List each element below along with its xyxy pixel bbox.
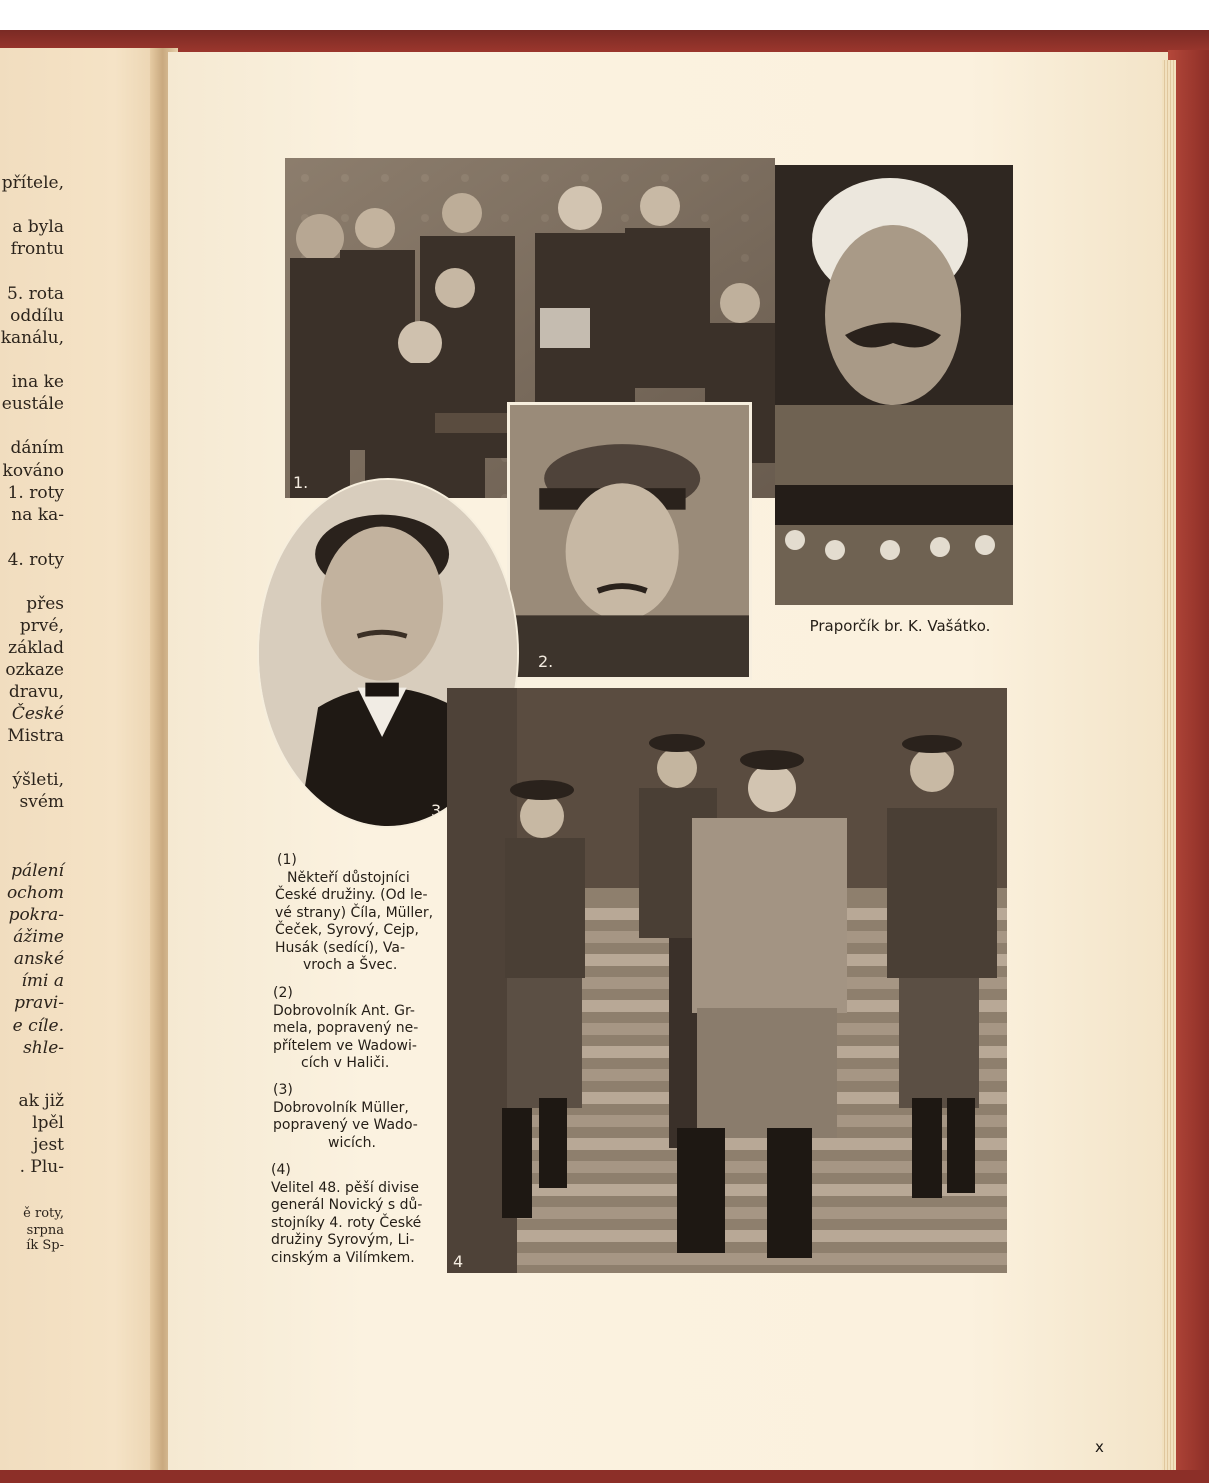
left-text-line: eustále	[1, 394, 64, 414]
caption-2-line: cích v Haliči.	[301, 1055, 390, 1071]
caption-4-number: (4)	[271, 1162, 291, 1178]
photo-3-number: 3.	[431, 801, 447, 820]
caption-1	[275, 852, 437, 975]
caption-1-line: vroch a Švec.	[303, 957, 398, 973]
page-edges	[1162, 60, 1176, 1470]
left-text-line: dáním	[10, 438, 64, 458]
photo-novicky-officers	[447, 688, 1007, 1273]
left-text-line: shle-	[23, 1038, 64, 1058]
caption-1-number: (1)	[277, 852, 297, 868]
caption-4	[271, 1162, 439, 1267]
left-text-line: ak již	[18, 1091, 64, 1111]
caption-3-line: Dobrovolník Müller,	[273, 1099, 409, 1116]
caption-1-line: Někteří důstojníci	[287, 869, 410, 886]
caption-2-line: přítelem ve Wadowi-	[273, 1037, 417, 1054]
left-text-line: ýšleti,	[12, 770, 64, 790]
left-text-line: pokra-	[8, 905, 64, 925]
left-text-line: 4. roty	[7, 550, 64, 570]
left-text-line: svém	[19, 792, 64, 812]
left-text-line: ozkaze	[5, 660, 64, 680]
left-text-line: pravi-	[14, 993, 64, 1013]
left-text-line: přítele,	[1, 173, 64, 193]
left-text-line: lpěl	[32, 1113, 64, 1133]
photo-2-number: 2.	[538, 652, 554, 671]
caption-vasatko: Praporčík br. K. Vašátko.	[809, 617, 991, 635]
caption-1-line: Husák (sedící), Va-	[275, 939, 406, 956]
caption-1-line: České družiny. (Od le-	[275, 887, 428, 903]
left-text-line: 5. rota	[7, 284, 64, 304]
caption-1-line: vé strany) Číla, Müller,	[275, 904, 434, 921]
left-text-line: kováno	[2, 461, 64, 481]
photo-4-number: 4	[453, 1252, 464, 1271]
caption-3	[273, 1082, 438, 1152]
caption-4-line: stojníky 4. roty České	[271, 1214, 422, 1231]
left-text-line: kanálu,	[0, 328, 64, 348]
left-text-line: České	[11, 704, 64, 724]
left-text-line: prvé,	[19, 616, 64, 636]
left-text-line: oddílu	[10, 306, 64, 326]
left-text-line: srpna	[26, 1223, 64, 1238]
left-text-line: dravu,	[8, 682, 64, 702]
left-text-line: pálení	[11, 861, 64, 881]
page-marker: x	[1095, 1438, 1104, 1456]
left-text-line: frontu	[10, 239, 64, 259]
caption-3-line: popravený ve Wado-	[273, 1117, 418, 1133]
left-text-line: jest	[33, 1135, 64, 1155]
left-text-line: ochom	[6, 883, 64, 903]
left-text-line: ík Sp-	[26, 1238, 64, 1253]
left-text-line: . Plu-	[19, 1157, 64, 1177]
caption-2-line: Dobrovolník Ant. Gr-	[273, 1002, 415, 1019]
photo-grmela	[507, 402, 752, 680]
photo-vasatko-portrait	[775, 165, 1013, 605]
left-text-line: ě roty,	[23, 1206, 64, 1221]
caption-1-line: Čeček, Syrový, Cejp,	[275, 922, 419, 938]
left-text-line: 1. roty	[7, 483, 64, 503]
left-text-line: e cíle.	[12, 1016, 64, 1036]
caption-4-line: družiny Syrovým, Li-	[271, 1232, 415, 1248]
caption-3-number: (3)	[273, 1082, 293, 1098]
left-text-line: a byla	[12, 217, 64, 237]
left-text-line: ina ke	[11, 372, 64, 392]
caption-2	[273, 985, 438, 1073]
book-cover-bottom	[0, 1470, 1209, 1483]
caption-4-line: cinským a Vilímkem.	[271, 1249, 415, 1266]
left-text-line: základ	[8, 638, 64, 658]
left-page-text	[0, 170, 66, 1270]
left-text-line: ážime	[13, 927, 64, 947]
left-text-line: na ka-	[11, 505, 64, 525]
left-text-line: anské	[13, 949, 64, 969]
left-text-line: ími a	[21, 971, 64, 991]
left-text-line: Mistra	[7, 726, 64, 746]
caption-4-line: Velitel 48. pěší divise	[271, 1179, 420, 1196]
caption-2-number: (2)	[273, 985, 293, 1001]
caption-3-line: wicích.	[328, 1134, 376, 1151]
caption-2-line: mela, popravený ne-	[273, 1020, 419, 1036]
left-text-line: přes	[26, 594, 64, 614]
caption-4-line: generál Novický s dů-	[271, 1197, 423, 1213]
